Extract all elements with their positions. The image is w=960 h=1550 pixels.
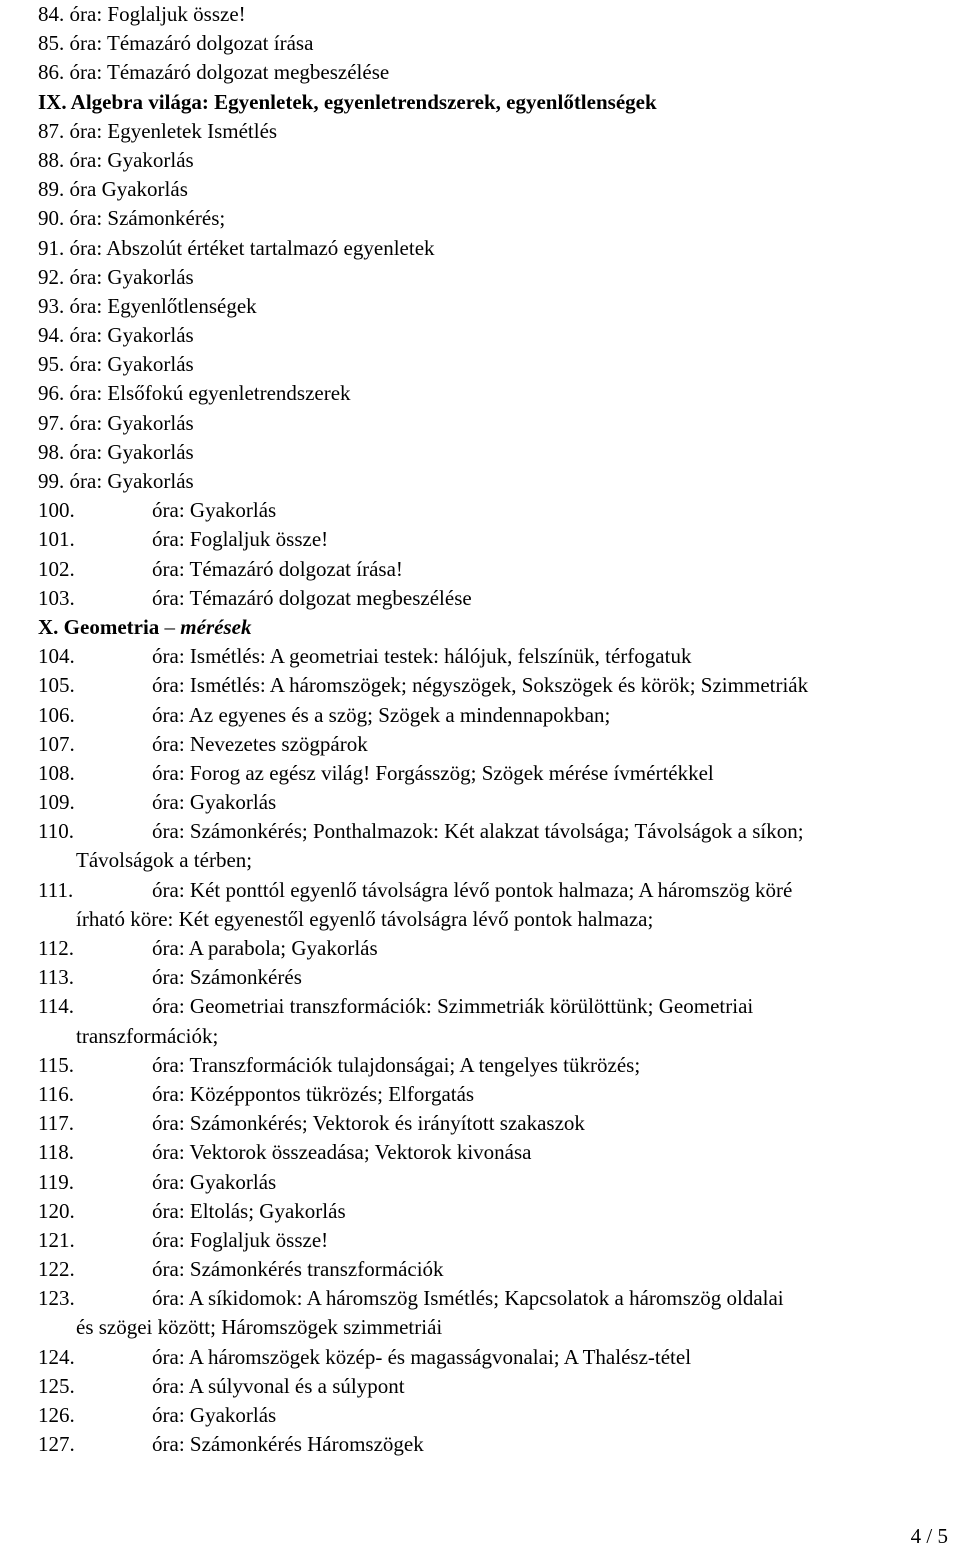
lesson-title: óra: Középpontos tükrözés; Elforgatás	[152, 1081, 475, 1106]
lesson-line: 86. óra: Témazáró dolgozat megbeszélése	[38, 60, 390, 85]
page-number: 4 / 5	[910, 1524, 948, 1548]
lesson-title: óra: A parabola; Gyakorlás	[152, 936, 378, 960]
lesson-title: óra: A síkidomok: A háromszög Ismétlés; Kapcsolatok a háromszög oldalai	[152, 1286, 784, 1311]
lesson-line: 91. óra: Abszolút értéket tartalmazó egyenletek	[38, 235, 435, 260]
lesson-line: 99. óra: Gyakorlás	[38, 469, 194, 493]
lesson-line	[38, 1197, 948, 1226]
lesson-line	[38, 730, 948, 759]
lesson-line-continuation: írható köre: Két egyenestől egyenlő távolságra lévő pontok halmaza;	[76, 906, 654, 931]
lesson-line: 95. óra: Gyakorlás	[38, 352, 194, 377]
section-heading-title: X. Geometria	[38, 614, 160, 639]
lesson-line: 84. óra: Foglaljuk össze!	[38, 2, 246, 26]
lesson-line	[38, 1401, 948, 1430]
lesson-line	[38, 992, 948, 1021]
lesson-number: 106.	[38, 702, 75, 727]
lesson-line	[38, 963, 948, 992]
lesson-number: 103.	[38, 585, 75, 610]
lesson-number: 125.	[38, 1373, 75, 1398]
lesson-line	[38, 759, 948, 788]
lesson-line	[38, 1343, 948, 1372]
lesson-number: 122.	[38, 1257, 75, 1282]
lesson-title: óra: Transzformációk tulajdonságai; A tengelyes tükrözés;	[152, 1052, 641, 1077]
lesson-title: óra: Geometriai transzformációk: Szimmetriák körülöttünk; Geometriai	[152, 994, 754, 1019]
lesson-number: 114.	[38, 994, 74, 1019]
lesson-number: 127.	[38, 1432, 75, 1457]
lesson-number: 118.	[38, 1140, 74, 1165]
lesson-number: 121.	[38, 1227, 75, 1252]
lesson-title: óra: Foglaljuk össze!	[152, 1227, 329, 1252]
lesson-line	[38, 1372, 948, 1401]
lesson-line	[38, 584, 948, 613]
lesson-number: 116.	[38, 1081, 74, 1106]
lesson-title: óra: Foglaljuk össze!	[152, 527, 329, 552]
lesson-title: óra: Gyakorlás	[152, 1169, 277, 1194]
lesson-line-continuation: és szögei között; Háromszögek szimmetriái	[76, 1315, 443, 1340]
lesson-line-continuation: Távolságok a térben;	[76, 848, 253, 873]
lesson-number: 101.	[38, 527, 75, 552]
lesson-number: 120.	[38, 1198, 75, 1223]
lesson-number: 108.	[38, 760, 75, 785]
lesson-line: 87. óra: Egyenletek Ismétlés	[38, 118, 278, 143]
lesson-title: óra: Nevezetes szögpárok	[152, 731, 368, 756]
section-heading-dash: –	[159, 614, 181, 639]
lesson-number: 112.	[38, 936, 74, 960]
lesson-number: 119.	[38, 1169, 74, 1194]
lesson-title: óra: Forog az egész világ! Forgásszög; Szögek mérése ívmértékkel	[152, 760, 714, 785]
lesson-title: óra: Ismétlés: A háromszögek; négyszögek, Sokszögek és körök; Szimmetriák	[152, 673, 809, 698]
lesson-line	[38, 555, 948, 584]
lesson-title: óra: Két ponttól egyenlő távolságra lévő pontok halmaza; A háromszög köré	[152, 877, 793, 902]
lesson-title: óra: Vektorok összeadása; Vektorok kivonása	[152, 1140, 532, 1165]
lesson-title: óra: Az egyenes és a szög; Szögek a mindennapokban;	[152, 702, 611, 727]
lesson-title: óra: A háromszögek közép- és magasságvonalai; A Thalész-tétel	[152, 1344, 692, 1369]
lesson-number: 102.	[38, 556, 75, 581]
lesson-line	[38, 1109, 948, 1138]
lesson-title: óra: Számonkérés Háromszögek	[152, 1432, 424, 1457]
lesson-line	[38, 1138, 948, 1167]
lesson-title: óra: Számonkérés; Ponthalmazok: Két alakzat távolsága; Távolságok a síkon;	[152, 819, 804, 844]
lesson-title: óra: Ismétlés: A geometriai testek: hálójuk, felszínük, térfogatuk	[152, 644, 692, 669]
lesson-line	[38, 1051, 948, 1080]
lesson-number: 105.	[38, 673, 75, 698]
lesson-line	[38, 1168, 948, 1197]
lesson-line: 98. óra: Gyakorlás	[38, 439, 194, 464]
section-heading	[38, 613, 948, 642]
lesson-title: óra: Eltolás; Gyakorlás	[152, 1198, 346, 1223]
lesson-number: 100.	[38, 498, 75, 523]
lesson-number: 113.	[38, 965, 74, 990]
lesson-number: 109.	[38, 790, 75, 815]
lesson-line	[38, 1080, 948, 1109]
lesson-number: 123.	[38, 1286, 75, 1311]
lesson-title: óra: A súlyvonal és a súlypont	[152, 1373, 405, 1398]
lesson-number: 107.	[38, 731, 75, 756]
lesson-line: 97. óra: Gyakorlás	[38, 410, 194, 435]
lesson-line	[38, 1255, 948, 1284]
lesson-number: 110.	[38, 819, 74, 844]
lesson-number: 126.	[38, 1403, 75, 1427]
lesson-line	[38, 701, 948, 730]
lesson-line	[38, 642, 948, 671]
lesson-line	[38, 876, 948, 905]
lesson-number: 124.	[38, 1344, 75, 1369]
lesson-line	[38, 525, 948, 554]
lesson-title: óra: Témazáró dolgozat megbeszélése	[152, 585, 472, 610]
lesson-line	[38, 1284, 948, 1313]
lesson-line	[38, 817, 948, 846]
lesson-line: 88. óra: Gyakorlás	[38, 147, 194, 172]
lesson-line: 90. óra: Számonkérés;	[38, 206, 226, 231]
lesson-line	[38, 1430, 948, 1459]
lesson-title: óra: Témazáró dolgozat írása!	[152, 556, 403, 581]
section-heading: IX. Algebra világa: Egyenletek, egyenletrendszerek, egyenlőtlenségek	[38, 89, 657, 114]
lesson-number: 115.	[38, 1052, 74, 1077]
lesson-line: 89. óra Gyakorlás	[38, 177, 188, 202]
lesson-title: óra: Számonkérés; Vektorok és irányított szakaszok	[152, 1111, 585, 1136]
lesson-number: 111.	[38, 877, 74, 902]
lesson-line	[38, 496, 948, 525]
lesson-number: 104.	[38, 644, 75, 669]
lesson-line	[38, 788, 948, 817]
lesson-line: 96. óra: Elsőfokú egyenletrendszerek	[38, 381, 351, 406]
lesson-title: óra: Gyakorlás	[152, 1403, 277, 1427]
lesson-line: 85. óra: Témazáró dolgozat írása	[38, 31, 314, 56]
lesson-title: óra: Gyakorlás	[152, 790, 277, 815]
lesson-line	[38, 1226, 948, 1255]
lesson-number: 117.	[38, 1111, 74, 1136]
document-body	[38, 0, 948, 1459]
lesson-line: 92. óra: Gyakorlás	[38, 264, 194, 289]
section-heading-subtitle: mérések	[180, 614, 252, 639]
lesson-title: óra: Számonkérés transzformációk	[152, 1257, 444, 1282]
lesson-line	[38, 671, 948, 700]
lesson-title: óra: Számonkérés	[152, 965, 302, 990]
lesson-line: 94. óra: Gyakorlás	[38, 323, 194, 348]
lesson-line	[38, 934, 948, 963]
lesson-title: óra: Gyakorlás	[152, 498, 277, 523]
lesson-line: 93. óra: Egyenlőtlenségek	[38, 293, 257, 318]
lesson-line-continuation: transzformációk;	[76, 1023, 219, 1048]
